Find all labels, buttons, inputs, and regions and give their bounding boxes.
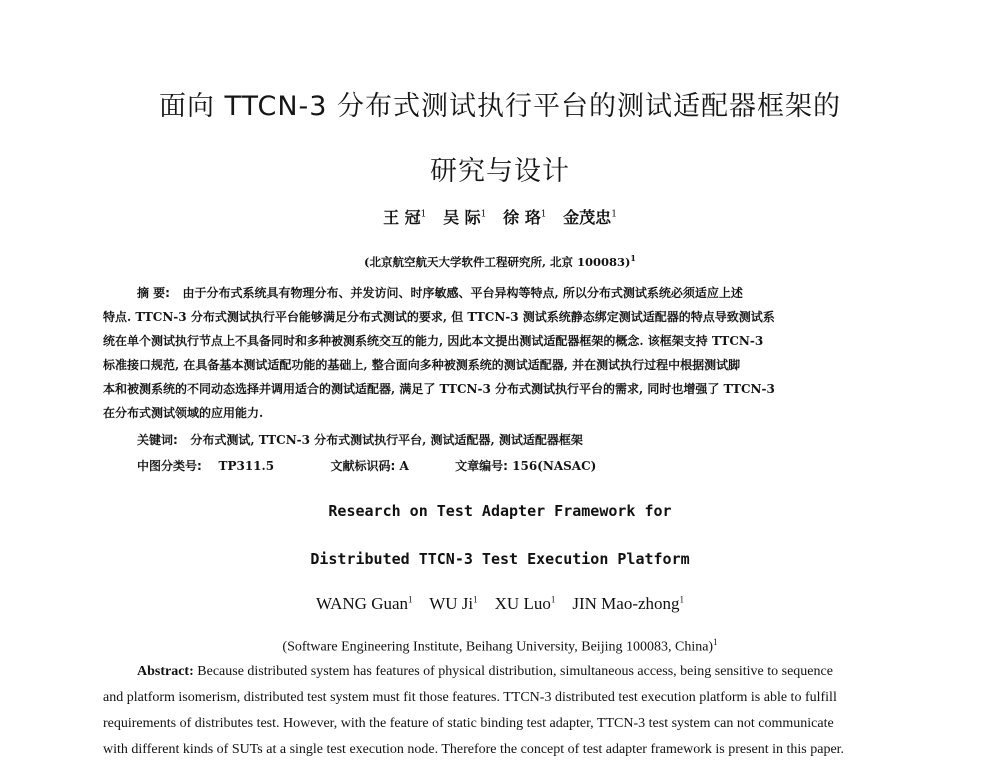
- keywords-label: 关键词:: [137, 433, 178, 447]
- author-name: WU Ji: [429, 594, 474, 613]
- chinese-title-line-2: 研究与设计: [430, 156, 570, 187]
- keywords-text: 分布式测试, TTCN-3 分布式测试执行平台, 测试适配器, 测试适配器框架: [190, 433, 583, 447]
- abstract-text: Because distributed system has features of physical distribution, simultaneous access, being sensitive to sequence: [197, 664, 833, 679]
- chinese-abstract-line-2: 特点. TTCN-3 分布式测试执行平台能够满足分布式测试的要求, 但 TTCN-3 测试系统静态绑定测试适配器的特点导致测试系: [103, 310, 775, 324]
- article-no-value: 156(NASAC): [512, 459, 597, 473]
- affiliation-mark: 1: [630, 253, 636, 263]
- english-abstract-line-1: [137, 664, 903, 680]
- author-affil-mark: 1: [408, 594, 413, 605]
- english-affiliation: [0, 637, 1000, 656]
- abstract-label: Abstract:: [137, 664, 194, 679]
- author-affil-mark: 1: [611, 209, 617, 220]
- author-name: 吴 际: [443, 208, 481, 227]
- affiliation-text: (北京航空航天大学软件工程研究所, 北京 100083): [364, 254, 631, 269]
- article-no-label: 文章编号:: [455, 459, 508, 473]
- author-affil-mark: 1: [480, 209, 487, 220]
- english-title-line-2: Distributed TTCN-3 Test Execution Platform: [310, 550, 690, 568]
- author-affil-mark: 1: [540, 209, 547, 220]
- author-affil-mark: 1: [473, 594, 478, 605]
- author-name: 金茂忠: [563, 208, 612, 227]
- classification-line: [137, 457, 937, 474]
- author-name: 王 冠: [383, 208, 421, 227]
- author-name: WANG Guan: [315, 594, 409, 613]
- chinese-title-line-1: 面向 TTCN-3 分布式测试执行平台的测试适配器框架的: [158, 91, 842, 122]
- author-name: XU Luo: [494, 594, 551, 613]
- chinese-abstract-line-5: 本和被测系统的不同动态选择并调用适合的测试适配器, 满足了 TTCN-3 分布式测试执行平台的需求, 同时也增强了 TTCN-3: [103, 382, 775, 396]
- english-authors: [0, 594, 1000, 614]
- chinese-abstract-line-1: [137, 284, 903, 301]
- clc-label: 中图分类号:: [137, 459, 202, 473]
- english-abstract-line-3: requirements of distributes test. However, with the feature of static binding test adapter, TTCN-3 test system can not communicate: [103, 716, 834, 731]
- english-abstract-line-2: and platform isomerism, distributed test system must fit those features. TTCN-3 distributed test execution platform is able to fulfill: [103, 690, 837, 705]
- affiliation-text: (Software Engineering Institute, Beihang University, Beijing 100083, China): [282, 639, 714, 655]
- abstract-text: 由于分布式系统具有物理分布、并发访问、时序敏感、平台异构等特点, 所以分布式测试系统必须适应上述: [182, 286, 743, 300]
- chinese-abstract-line-3: 统在单个测试执行节点上不具备同时和多种被测系统交互的能力, 因此本文提出测试适配器框架的概念. 该框架支持 TTCN-3: [103, 334, 764, 348]
- doc-code-label: 文献标识码:: [330, 459, 396, 473]
- english-title-line-1: Research on Test Adapter Framework for: [328, 502, 672, 520]
- chinese-authors: [0, 205, 1000, 228]
- author-name: 徐 珞: [503, 208, 541, 227]
- chinese-affiliation: [0, 253, 1000, 270]
- clc-value: TP311.5: [218, 459, 275, 473]
- english-abstract-line-4: with different kinds of SUTs at a single test execution node. Therefore the concept of test adapter framework is present in this paper.: [103, 742, 845, 757]
- chinese-abstract-line-6: 在分布式测试领域的应用能力.: [103, 406, 264, 420]
- keywords-line: [137, 431, 937, 448]
- doc-code-value: A: [399, 459, 409, 473]
- author-affil-mark: 1: [550, 594, 556, 605]
- author-affil-mark: 1: [420, 209, 427, 220]
- chinese-abstract-line-4: 标准接口规范, 在具备基本测试适配功能的基础上, 整合面向多种被测系统的测试适配器, 并在测试执行过程中根据测试脚: [103, 358, 741, 372]
- author-affil-mark: 1: [679, 594, 685, 605]
- abstract-label: 摘 要:: [137, 286, 170, 300]
- author-name: JIN Mao-zhong: [572, 594, 680, 613]
- affiliation-mark: 1: [713, 637, 718, 647]
